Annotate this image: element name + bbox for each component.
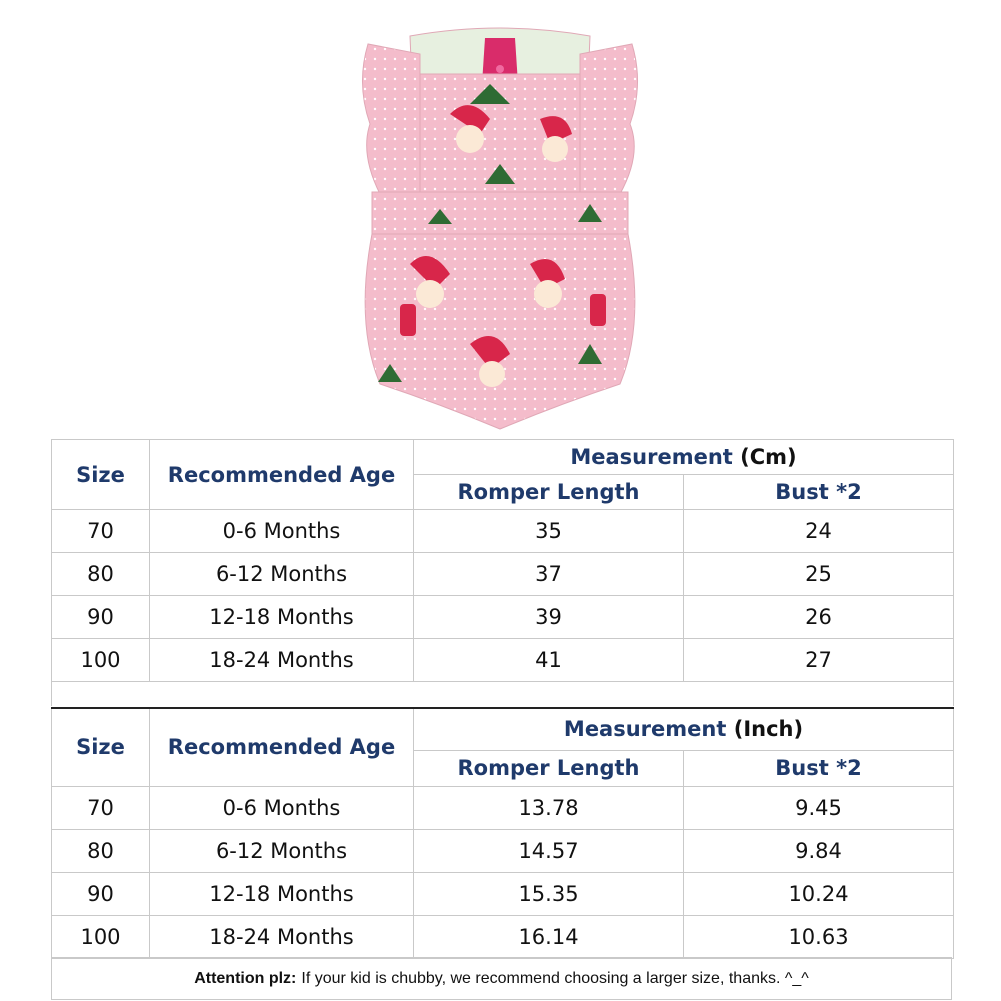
- table-row: [52, 872, 954, 915]
- length-cell: 41: [414, 639, 684, 682]
- size-cell: 70: [52, 510, 150, 553]
- length-cell: 14.57: [414, 829, 684, 872]
- length-cell: 15.35: [414, 872, 684, 915]
- age-cell: 18-24 Months: [150, 639, 414, 682]
- age-cell: 0-6 Months: [150, 786, 414, 829]
- romper-length-header: Romper Length: [414, 750, 684, 786]
- size-cell: 100: [52, 915, 150, 958]
- attention-label: Attention plz:: [194, 969, 297, 987]
- table-row: [52, 553, 954, 596]
- measurement-header: [414, 440, 954, 475]
- bust-cell: 9.84: [684, 829, 954, 872]
- bust-cell: 10.63: [684, 915, 954, 958]
- bust-cell: 9.45: [684, 786, 954, 829]
- recommended-age-header: Recommended Age: [150, 440, 414, 510]
- size-table-inch: [51, 707, 954, 959]
- table-row: [52, 596, 954, 639]
- age-cell: 18-24 Months: [150, 915, 414, 958]
- age-cell: 12-18 Months: [150, 872, 414, 915]
- length-cell: 16.14: [414, 915, 684, 958]
- table-row: [52, 915, 954, 958]
- romper-product-image: [350, 24, 650, 434]
- size-header: Size: [52, 440, 150, 510]
- size-table-cm: [51, 439, 954, 682]
- age-cell: 12-18 Months: [150, 596, 414, 639]
- size-cell: 70: [52, 786, 150, 829]
- length-cell: 37: [414, 553, 684, 596]
- bust-header: Bust *2: [684, 475, 954, 510]
- bust-cell: 24: [684, 510, 954, 553]
- table-row: [52, 829, 954, 872]
- size-cell: 90: [52, 596, 150, 639]
- size-cell: 100: [52, 639, 150, 682]
- bust-cell: 26: [684, 596, 954, 639]
- unit-label: (Inch): [733, 717, 804, 742]
- table-row: [52, 786, 954, 829]
- length-cell: 39: [414, 596, 684, 639]
- attention-note: [51, 957, 952, 1000]
- attention-text: If your kid is chubby, we recommend choosing a larger size, thanks. ^_^: [301, 969, 809, 987]
- romper-length-header: Romper Length: [414, 475, 684, 510]
- length-cell: 35: [414, 510, 684, 553]
- bust-cell: 25: [684, 553, 954, 596]
- bust-cell: 27: [684, 639, 954, 682]
- measurement-label: Measurement: [563, 717, 727, 742]
- age-cell: 6-12 Months: [150, 553, 414, 596]
- size-cell: 90: [52, 872, 150, 915]
- unit-label: (Cm): [740, 445, 797, 469]
- measurement-header: [414, 708, 954, 750]
- size-cell: 80: [52, 829, 150, 872]
- size-header: Size: [52, 708, 150, 786]
- bust-cell: 10.24: [684, 872, 954, 915]
- table-row: [52, 510, 954, 553]
- table-row: [52, 639, 954, 682]
- measurement-label: Measurement: [570, 445, 733, 469]
- length-cell: 13.78: [414, 786, 684, 829]
- recommended-age-header: Recommended Age: [150, 708, 414, 786]
- size-cell: 80: [52, 553, 150, 596]
- bust-header: Bust *2: [684, 750, 954, 786]
- age-cell: 6-12 Months: [150, 829, 414, 872]
- age-cell: 0-6 Months: [150, 510, 414, 553]
- spacer-row: [51, 681, 954, 706]
